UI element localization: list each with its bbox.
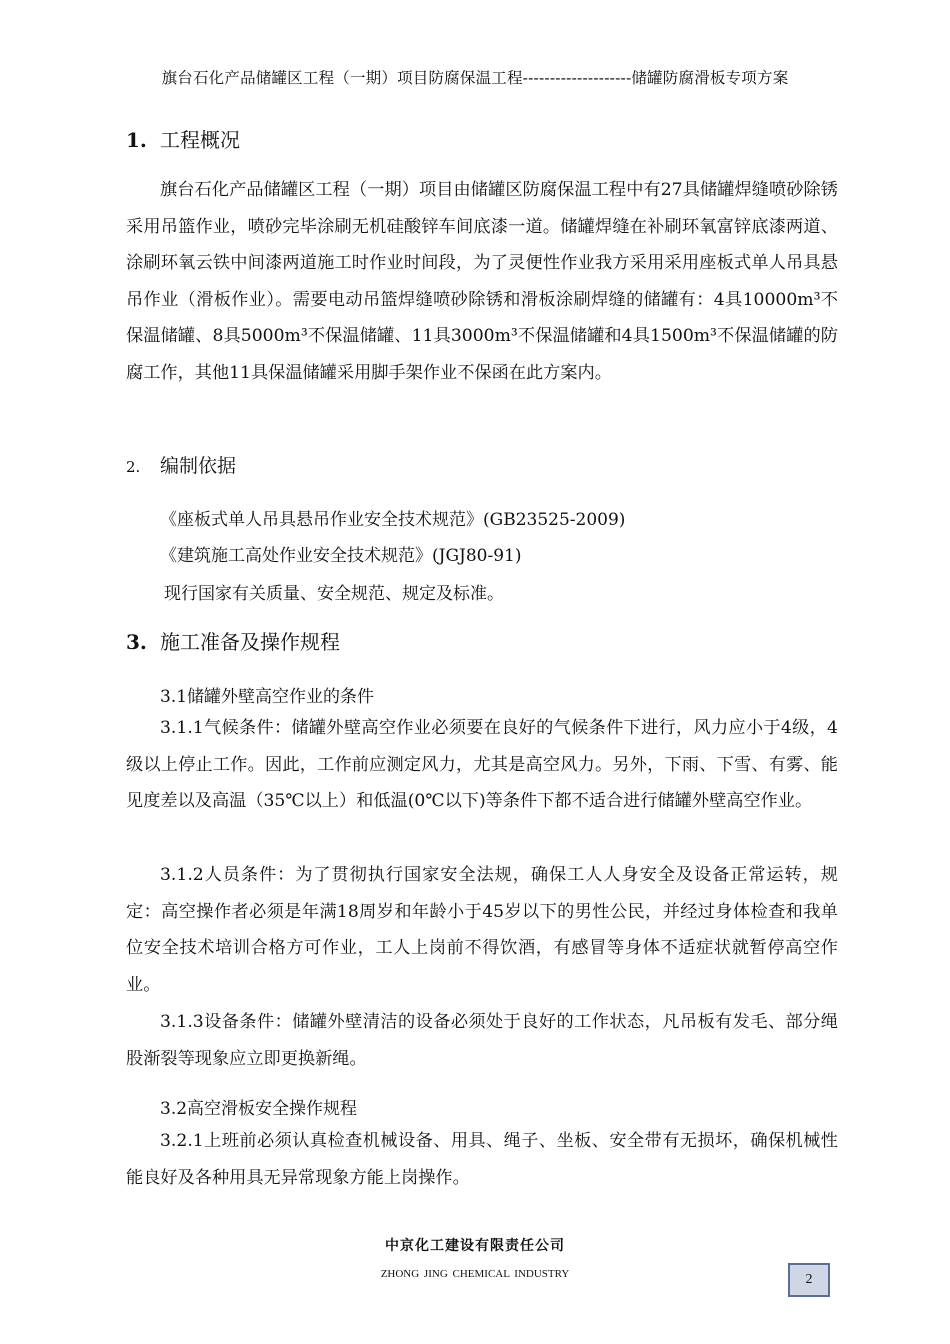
running-header: 旗台石化产品储罐区工程（一期）项目防腐保温工程--------------------储罐防腐滑板专项方案: [161, 69, 789, 87]
section-3-heading: [126, 626, 340, 655]
page-number: 2: [788, 1263, 830, 1297]
paragraph-3-1-3: 3.1.3设备条件：储罐外壁清洁的设备必须处于良好的工作状态，凡吊板有发毛、部分绳股渐裂等现象应立即更换新绳。: [126, 1012, 838, 1069]
section-2-number: 2.: [126, 458, 141, 476]
paragraph-3-1-2: 3.1.2人员条件：为了贯彻执行国家安全法规，确保工人人身安全及设备正常运转，规定：高空操作者必须是年满18周岁和年龄小于45岁以下的男性公民，并经过身体检查和我单位安全技术培训合格方可作业，工人上岗前不得饮酒，有感冒等身体不适症状就暂停高空作业。: [126, 865, 838, 995]
paragraph-3-2-1: 3.2.1上班前必须认真检查机械设备、用具、绳子、坐板、安全带有无损坏，确保机械性能良好及各种用具无异常现象方能上岗操作。: [126, 1131, 838, 1188]
section-1-number: 1.: [126, 128, 147, 152]
section-2-heading: [126, 451, 236, 478]
section-1-heading: [126, 124, 240, 153]
reference-item: 《座板式单人吊具悬吊作业安全技术规范》(GB23525-2009): [160, 510, 626, 530]
subsection-3-2-heading: 3.2高空滑板安全操作规程: [160, 1099, 358, 1119]
footer-company-english: ZHONG JING CHEMICAL INDUSTRY: [380, 1268, 570, 1280]
paragraph-3-1-1: 3.1.1气候条件：储罐外壁高空作业必须要在良好的气候条件下进行，风力应小于4级，4级以上停止工作。因此，工作前应测定风力，尤其是高空风力。另外，下雨、下雪、有雾、能见度差以及高温（35℃以上）和低温(0℃以下)等条件下都不适合进行储罐外壁高空作业。: [126, 718, 838, 812]
footer-company-chinese: 中京化工建设有限责任公司: [385, 1238, 565, 1254]
reference-item: 现行国家有关质量、安全规范、规定及标准。: [164, 584, 504, 604]
section-3-title: 施工准备及操作规程: [160, 630, 340, 654]
section-3-number: 3.: [126, 630, 147, 654]
subsection-3-1-heading: 3.1储罐外壁高空作业的条件: [160, 687, 375, 707]
section-1-body: 旗台石化产品储罐区工程（一期）项目由储罐区防腐保温工程中有27具储罐焊缝喷砂除锈采用吊篮作业，喷砂完毕涂刷无机硅酸锌车间底漆一道。储罐焊缝在补刷环氧富锌底漆两道、涂刷环氧云铁中间漆两道施工时作业时间段，为了灵便性作业我方采用采用座板式单人吊具悬吊作业（滑板作业）。需要电动吊篮焊缝喷砂除锈和滑板涂刷焊缝的储罐有：4具10000m³不保温储罐、8具5000m³不保温储罐、11具3000m³不保温储罐和4具1500m³不保温储罐的防腐工作，其他11具保温储罐采用脚手架作业不保函在此方案内。: [126, 180, 838, 383]
reference-item: 《建筑施工高处作业安全技术规范》(JGJ80-91): [160, 546, 522, 566]
section-1-title: 工程概况: [160, 128, 240, 152]
section-2-title: 编制依据: [160, 455, 237, 477]
